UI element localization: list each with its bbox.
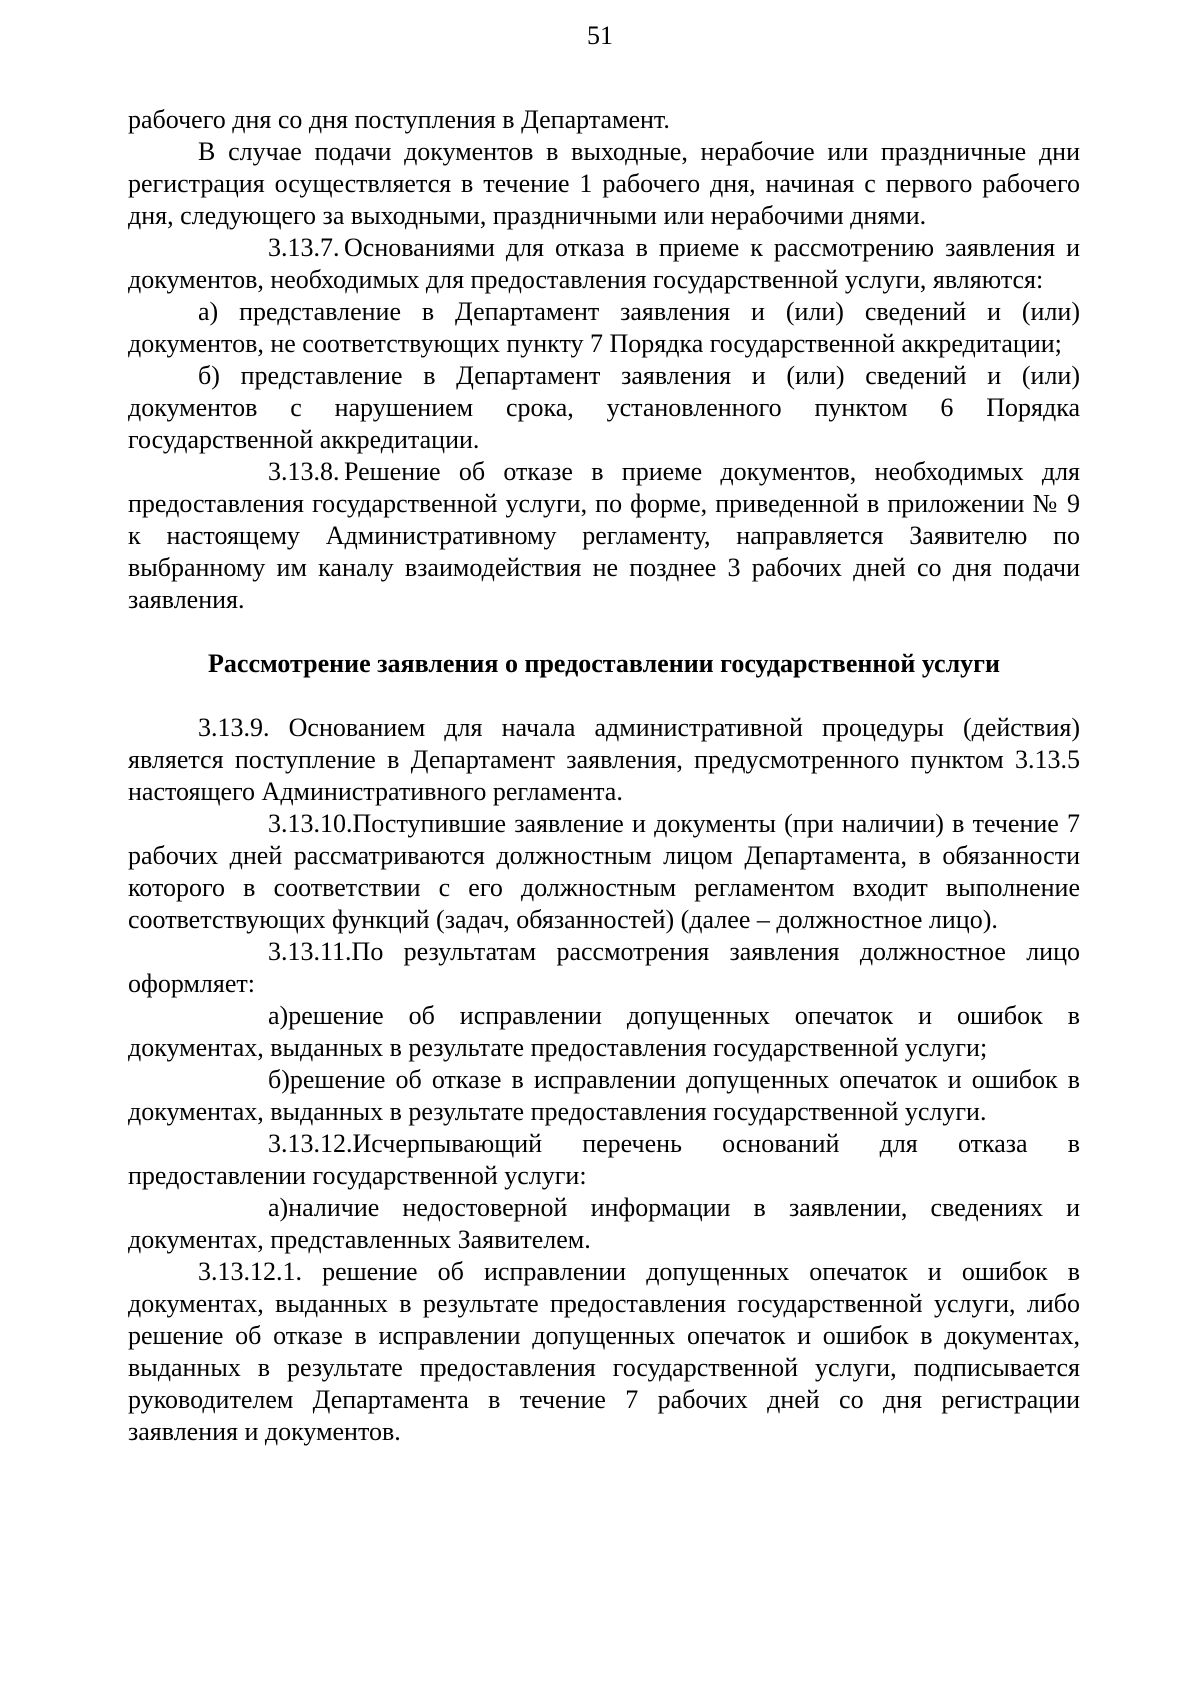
clause-number: 3.13.8. <box>268 457 340 486</box>
section-heading: Рассмотрение заявления о предоставлении государственной услуги <box>208 649 1000 678</box>
paragraph-continuation: рабочего дня со дня поступления в Департамент. <box>128 105 670 134</box>
list-item-a <box>128 1192 1080 1256</box>
clause-3-13-8 <box>128 456 1080 616</box>
page-number: 51 <box>587 21 613 50</box>
list-item-text: решение об исправлении допущенных опечаток и ошибок в документах, выданных в результате предоставления государственной услуги; <box>128 1001 1080 1062</box>
clause-text: По результатам рассмотрения заявления должностное лицо оформляет: <box>128 937 1080 998</box>
clause-text: Основаниями для отказа в приеме к рассмотрению заявления и документов, необходимых для предоставления государственной услуги, являются: <box>128 233 1080 294</box>
clause-number: 3.13.7. <box>268 233 340 262</box>
list-item-text: решение об отказе в исправлении допущенных опечаток и ошибок в документах, выданных в результате предоставления государственной услуги. <box>128 1065 1080 1126</box>
list-item-text: наличие недостоверной информации в заявлении, сведениях и документах, представленных Заявителем. <box>128 1193 1080 1254</box>
clause-3-13-10 <box>128 808 1080 936</box>
list-item-a <box>128 1000 1080 1064</box>
clause-number: 3.13.10. <box>268 809 353 838</box>
clause-number: 3.13.11. <box>268 937 352 966</box>
clause-3-13-7 <box>128 232 1080 296</box>
list-item-b <box>128 1064 1080 1128</box>
clause-3-13-9: 3.13.9. Основанием для начала административной процедуры (действия) является поступление в Департамент заявления, предусмотренного пунктом 3.13.5 настоящего Административного регламента. <box>128 713 1080 806</box>
document-body <box>128 104 1080 1448</box>
clause-text: Исчерпывающий перечень оснований для отказа в предоставлении государственной услуги: <box>128 1129 1080 1190</box>
list-item-b: б) представление в Департамент заявления и (или) сведений и (или) документов с нарушением срока, установленного пунктом 6 Порядка государственной аккредитации. <box>128 361 1080 454</box>
list-marker: б) <box>268 1065 290 1094</box>
list-marker: а) <box>268 1001 289 1030</box>
clause-3-13-11 <box>128 936 1080 1000</box>
list-item-a: а) представление в Департамент заявления и (или) сведений и (или) документов, не соответствующих пункту 7 Порядка государственной аккредитации; <box>128 297 1080 358</box>
paragraph-weekend-registration: В случае подачи документов в выходные, нерабочие или праздничные дни регистрация осуществляется в течение 1 рабочего дня, начиная с первого рабочего дня, следующего за выходными, праздничными или нерабочими днями. <box>128 137 1080 230</box>
clause-3-13-12-1: 3.13.12.1. решение об исправлении допущенных опечаток и ошибок в документах, выданных в результате предоставления государственной услуги, либо решение об отказе в исправлении допущенных опечаток и ошибок в документах, выданных в результате предоставления государственной услуги, подписывается руководителем Департамента в течение 7 рабочих дней со дня регистрации заявления и документов. <box>128 1257 1080 1446</box>
clause-number: 3.13.12. <box>268 1129 353 1158</box>
list-marker: а) <box>268 1193 289 1222</box>
clause-text: Решение об отказе в приеме документов, необходимых для предоставления государственной услуги, по форме, приведенной в приложении № 9 к настоящему Административному регламенту, направляется Заявителю по выбранному им каналу взаимодействия не позднее 3 рабочих дней со дня подачи заявления. <box>128 457 1080 614</box>
clause-text: Поступившие заявление и документы (при наличии) в течение 7 рабочих дней рассматриваются должностным лицом Департамента, в обязанности которого в соответствии с его должностным регламентом входит выполнение соответствующих функций (задач, обязанностей) (далее – должностное лицо). <box>128 809 1080 934</box>
clause-3-13-12 <box>128 1128 1080 1192</box>
